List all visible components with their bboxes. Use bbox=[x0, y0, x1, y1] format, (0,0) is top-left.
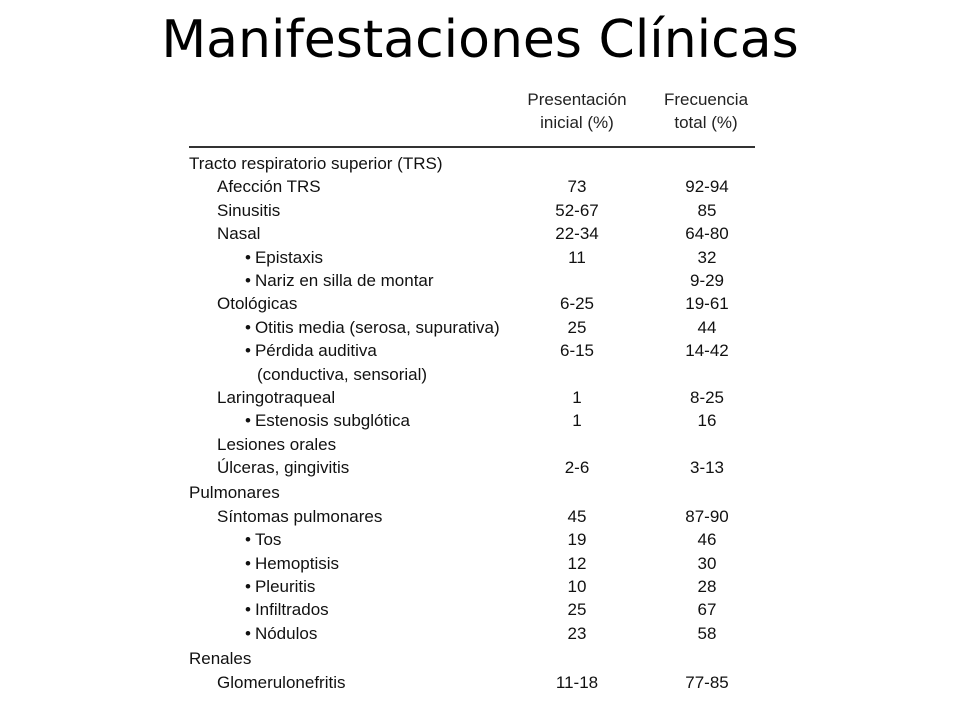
header-frecuencia bbox=[641, 88, 771, 134]
slide-title: Manifestaciones Clínicas bbox=[161, 10, 799, 70]
row-label bbox=[217, 456, 349, 479]
cell-frecuencia-total: 46 bbox=[697, 530, 717, 550]
header-frecuencia-line1: Frecuencia bbox=[663, 90, 749, 109]
cell-frecuencia-total: 3-13 bbox=[689, 458, 725, 478]
row-label bbox=[245, 528, 281, 551]
table-row bbox=[189, 409, 757, 432]
table-row bbox=[189, 199, 757, 222]
bullet-icon: • bbox=[245, 317, 251, 337]
bullet-icon: • bbox=[245, 577, 251, 597]
table-row bbox=[189, 363, 757, 386]
row-label-text: Síntomas pulmonares bbox=[217, 506, 383, 526]
cell-presentacion-inicial: 25 bbox=[567, 600, 587, 620]
table-row bbox=[189, 671, 757, 694]
row-label bbox=[217, 505, 382, 528]
row-label bbox=[245, 622, 317, 645]
table-row bbox=[189, 386, 757, 409]
table-row bbox=[189, 269, 757, 292]
cell-frecuencia-total: 58 bbox=[697, 623, 717, 643]
row-label-text: Lesiones orales bbox=[217, 434, 337, 454]
cell-presentacion-inicial: 19 bbox=[567, 530, 587, 550]
cell-presentacion-inicial: 2-6 bbox=[564, 458, 590, 478]
cell-presentacion-inicial: 10 bbox=[567, 577, 587, 597]
row-label-text: Nódulos bbox=[254, 623, 318, 643]
row-label-text: Tracto respiratorio superior (TRS) bbox=[189, 154, 443, 173]
table-row bbox=[189, 292, 757, 315]
row-label bbox=[245, 269, 434, 292]
header-presentacion bbox=[507, 88, 647, 134]
header-divider bbox=[189, 146, 755, 148]
cell-frecuencia-total: 9-29 bbox=[689, 270, 725, 290]
table-row bbox=[189, 433, 757, 456]
table-row bbox=[189, 456, 757, 479]
cell-frecuencia-total: 77-85 bbox=[685, 672, 729, 692]
table-row bbox=[189, 222, 757, 245]
table-row bbox=[189, 481, 757, 504]
table-row bbox=[189, 598, 757, 621]
row-label-text: Infiltrados bbox=[254, 600, 329, 620]
cell-presentacion-inicial: 22-34 bbox=[555, 224, 599, 244]
table-body bbox=[189, 152, 757, 694]
row-label-text: Epistaxis bbox=[254, 247, 323, 267]
row-label bbox=[217, 433, 336, 456]
row-label bbox=[189, 647, 251, 670]
row-label-text: Nasal bbox=[217, 224, 261, 244]
row-label-text: Sinusitis bbox=[217, 200, 281, 220]
cell-frecuencia-total: 8-25 bbox=[689, 387, 725, 407]
table-row bbox=[189, 505, 757, 528]
bullet-icon: • bbox=[245, 530, 251, 550]
row-label-text: Glomerulonefritis bbox=[217, 672, 346, 692]
header-presentacion-line2: inicial (%) bbox=[540, 113, 614, 132]
row-label bbox=[245, 339, 377, 362]
row-label-text: Laringotraqueal bbox=[217, 387, 336, 407]
row-label-text: (conductiva, sensorial) bbox=[257, 364, 428, 384]
row-label bbox=[217, 222, 260, 245]
row-label-text: Hemoptisis bbox=[254, 553, 340, 573]
row-label bbox=[189, 481, 280, 504]
table-row bbox=[189, 152, 757, 175]
cell-presentacion-inicial: 12 bbox=[567, 553, 587, 573]
table-row bbox=[189, 575, 757, 598]
cell-frecuencia-total: 67 bbox=[697, 600, 717, 620]
table-row bbox=[189, 339, 757, 362]
row-label bbox=[245, 552, 339, 575]
row-label bbox=[217, 671, 346, 694]
cell-frecuencia-total: 92-94 bbox=[685, 177, 729, 197]
row-label bbox=[245, 598, 329, 621]
cell-presentacion-inicial: 23 bbox=[567, 623, 587, 643]
row-label-text: Pleuritis bbox=[254, 577, 316, 597]
row-label bbox=[245, 316, 500, 339]
row-label bbox=[245, 409, 410, 432]
bullet-icon: • bbox=[245, 553, 251, 573]
cell-frecuencia-total: 16 bbox=[697, 411, 717, 431]
cell-frecuencia-total: 28 bbox=[697, 577, 717, 597]
row-label-text: Pulmonares bbox=[189, 483, 280, 503]
row-label bbox=[217, 386, 335, 409]
row-label bbox=[257, 363, 427, 386]
row-label bbox=[217, 175, 321, 198]
cell-frecuencia-total: 32 bbox=[697, 247, 717, 267]
table-row bbox=[189, 622, 757, 645]
cell-frecuencia-total: 87-90 bbox=[685, 506, 729, 526]
cell-frecuencia-total: 44 bbox=[697, 317, 717, 337]
row-label-text: Renales bbox=[189, 649, 252, 669]
table-row bbox=[189, 175, 757, 198]
bullet-icon: • bbox=[245, 247, 251, 267]
cell-presentacion-inicial: 73 bbox=[567, 177, 587, 197]
row-label-text: Afección TRS bbox=[217, 177, 321, 197]
cell-frecuencia-total: 85 bbox=[697, 200, 717, 220]
cell-frecuencia-total: 30 bbox=[697, 553, 717, 573]
table-row bbox=[189, 647, 757, 670]
row-label-text: Nariz en silla de montar bbox=[254, 270, 434, 290]
bullet-icon: • bbox=[245, 600, 251, 620]
cell-presentacion-inicial: 6-15 bbox=[559, 341, 595, 361]
cell-presentacion-inicial: 1 bbox=[572, 387, 582, 407]
cell-frecuencia-total: 64-80 bbox=[685, 224, 729, 244]
bullet-icon: • bbox=[245, 341, 251, 361]
cell-presentacion-inicial: 52-67 bbox=[555, 200, 599, 220]
table-row bbox=[189, 528, 757, 551]
cell-presentacion-inicial: 25 bbox=[567, 317, 587, 337]
row-label-text: Estenosis subglótica bbox=[254, 411, 410, 431]
bullet-icon: • bbox=[245, 623, 251, 643]
header-frecuencia-line2: total (%) bbox=[674, 113, 738, 132]
cell-frecuencia-total: 19-61 bbox=[685, 294, 729, 314]
cell-presentacion-inicial: 11 bbox=[568, 247, 586, 267]
bullet-icon: • bbox=[245, 411, 251, 431]
row-label-text: Otológicas bbox=[217, 294, 298, 314]
row-label bbox=[245, 575, 315, 598]
cell-presentacion-inicial: 6-25 bbox=[559, 294, 595, 314]
header-presentacion-line1: Presentación bbox=[527, 90, 627, 109]
row-label bbox=[217, 199, 280, 222]
row-label bbox=[217, 292, 297, 315]
row-label-text: Otitis media (serosa, supurativa) bbox=[254, 317, 500, 337]
cell-presentacion-inicial: 11-18 bbox=[555, 672, 599, 692]
row-label-text: Tos bbox=[254, 530, 282, 550]
cell-presentacion-inicial: 1 bbox=[572, 411, 582, 431]
cell-frecuencia-total: 14-42 bbox=[685, 341, 729, 361]
table-row bbox=[189, 246, 757, 269]
table-row bbox=[189, 316, 757, 339]
row-label-text: Pérdida auditiva bbox=[254, 341, 377, 361]
row-label-text: Úlceras, gingivitis bbox=[217, 458, 350, 478]
row-label bbox=[245, 246, 323, 269]
bullet-icon: • bbox=[245, 270, 251, 290]
table-row bbox=[189, 552, 757, 575]
cell-presentacion-inicial: 45 bbox=[567, 506, 587, 526]
row-label bbox=[189, 152, 443, 175]
